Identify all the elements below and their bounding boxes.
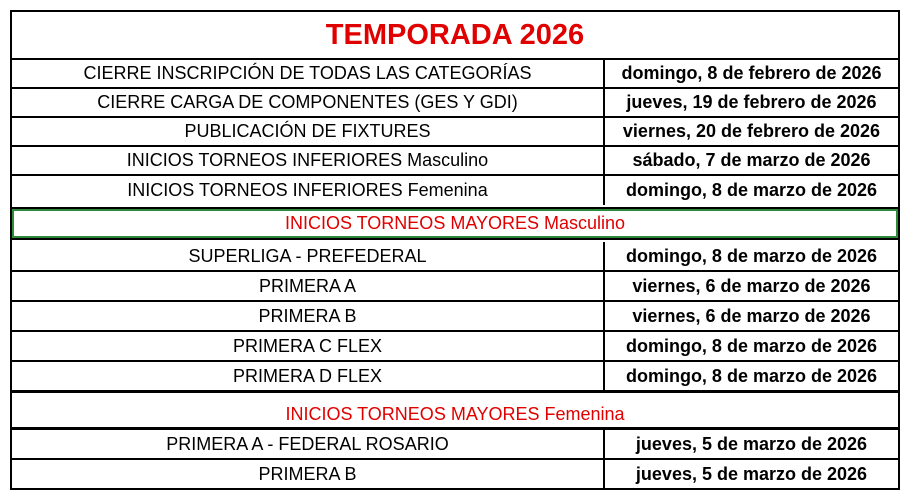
event-date: domingo, 8 de marzo de 2026: [625, 180, 878, 200]
table-row: [12, 362, 898, 393]
table-row: [12, 89, 898, 118]
event-label: PRIMERA A - FEDERAL ROSARIO: [12, 430, 605, 458]
section-header-femenina: [12, 393, 898, 430]
table-title: TEMPORADA 2026: [325, 18, 585, 51]
event-date: domingo, 8 de febrero de 2026: [621, 63, 882, 83]
table-row: [12, 118, 898, 147]
event-label: PRIMERA C FLEX: [12, 332, 605, 360]
table-row: [12, 60, 898, 89]
table-row: [12, 460, 898, 488]
table-row: [12, 332, 898, 362]
event-label: CIERRE CARGA DE COMPONENTES (GES Y GDI): [12, 89, 605, 116]
table-row: [12, 176, 898, 205]
table-row: [12, 272, 898, 302]
title-row: [12, 12, 898, 60]
schedule-table: [10, 10, 900, 490]
event-date: domingo, 8 de marzo de 2026: [625, 245, 878, 266]
table-row: [12, 430, 898, 460]
section-header-masculino: [12, 207, 898, 240]
event-label: INICIOS TORNEOS INFERIORES Masculino: [12, 147, 605, 174]
event-label: PRIMERA B: [12, 302, 605, 330]
event-date: viernes, 6 de marzo de 2026: [632, 305, 871, 326]
table-row: [12, 302, 898, 332]
event-date: jueves, 5 de marzo de 2026: [635, 433, 868, 454]
event-label: INICIOS TORNEOS INFERIORES Femenina: [12, 176, 605, 205]
section-title: INICIOS TORNEOS MAYORES Masculino: [12, 209, 898, 238]
event-date: domingo, 8 de marzo de 2026: [625, 335, 878, 356]
event-label: SUPERLIGA - PREFEDERAL: [12, 242, 605, 270]
event-date: jueves, 19 de febrero de 2026: [626, 92, 877, 112]
event-date: jueves, 5 de marzo de 2026: [635, 463, 868, 484]
event-label: PRIMERA B: [12, 460, 605, 488]
event-label: PRIMERA A: [12, 272, 605, 300]
section-title: INICIOS TORNEOS MAYORES Femenina: [285, 403, 625, 424]
table-row: [12, 147, 898, 176]
event-label: PUBLICACIÓN DE FIXTURES: [12, 118, 605, 145]
table-row: [12, 242, 898, 272]
event-date: sábado, 7 de marzo de 2026: [632, 150, 871, 170]
event-label: CIERRE INSCRIPCIÓN DE TODAS LAS CATEGORÍAS: [12, 60, 605, 87]
event-date: viernes, 6 de marzo de 2026: [632, 275, 871, 296]
event-label: PRIMERA D FLEX: [12, 362, 605, 390]
event-date: domingo, 8 de marzo de 2026: [625, 365, 878, 386]
event-date: viernes, 20 de febrero de 2026: [622, 121, 881, 141]
